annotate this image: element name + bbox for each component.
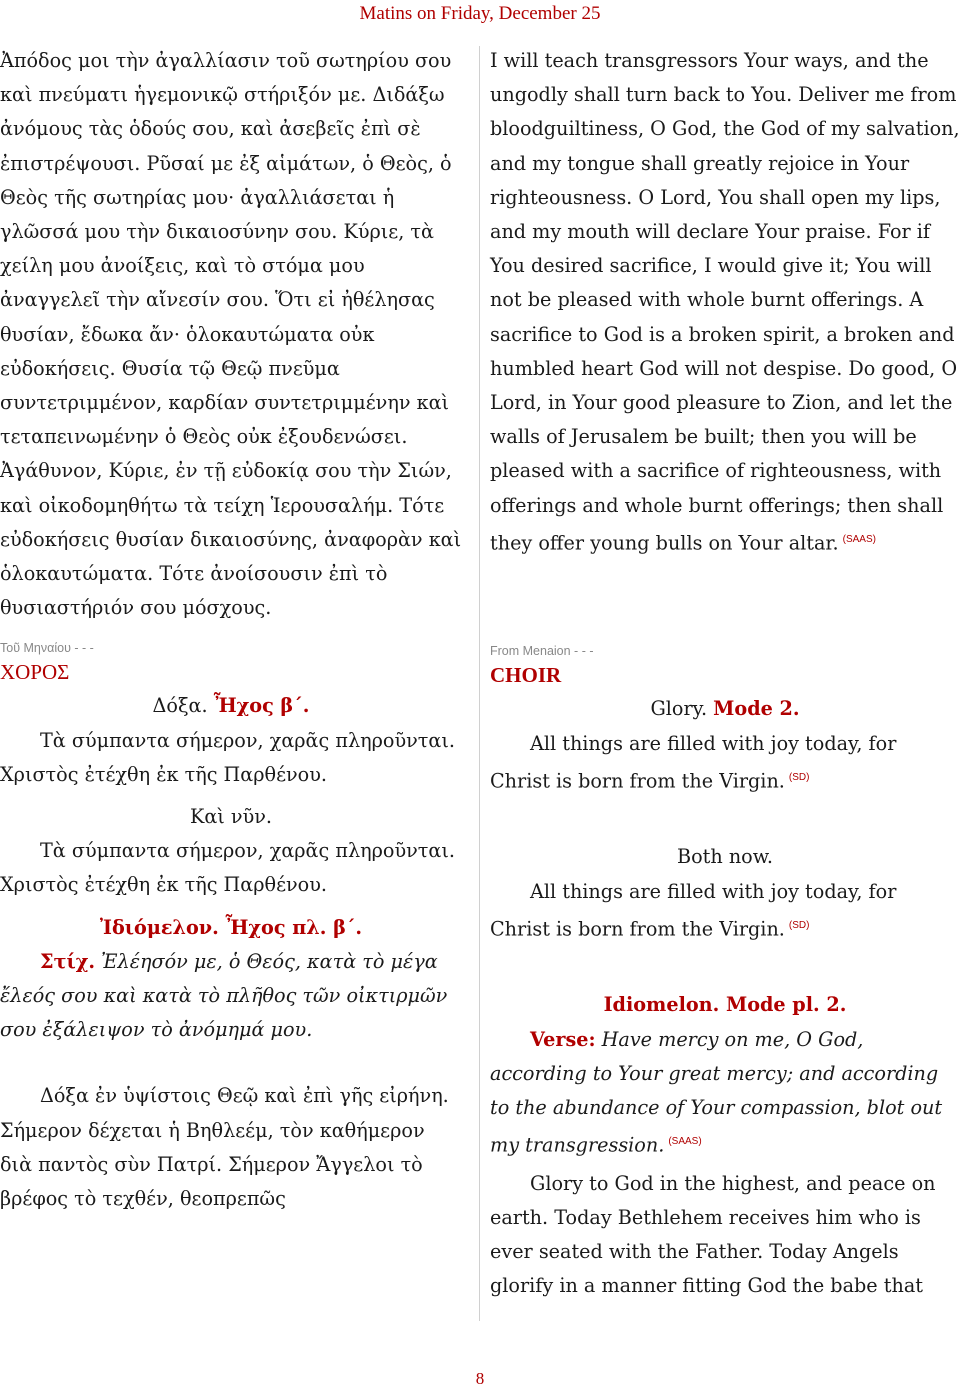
- english-source-label: From Menaion - - -: [490, 644, 594, 659]
- english-both-ref: (SD): [788, 919, 810, 931]
- english-both-text: All things are filled with joy today, for Christ is born from the Virgin.: [490, 879, 897, 941]
- english-verse-text: Have mercy on me, O God, according to Your great mercy; and according to the abundance of Your compassion, blot out my transgression.: [490, 1027, 943, 1157]
- page-header: Matins on Friday, December 25: [359, 3, 601, 24]
- greek-glory-line: [0, 689, 462, 723]
- column-divider: [479, 46, 480, 1321]
- english-verse: [490, 1023, 960, 1163]
- english-glory-text: All things are filled with joy today, for Christ is born from the Virgin.: [490, 731, 897, 793]
- english-glory-mode: Mode 2.: [713, 697, 800, 721]
- page-number: 8: [475, 1369, 485, 1388]
- english-both: [490, 875, 960, 947]
- greek-glory-mode: Ἦχος β΄.: [213, 694, 310, 718]
- english-both-label: Both now.: [677, 845, 773, 869]
- greek-column: [0, 44, 462, 1216]
- english-hymn-text: Glory to God in the highest, and peace on earth. Today Bethlehem receives him who is ever seated with the Father. Today Angels glorify in a manner fitting God the babe that: [490, 1171, 936, 1298]
- english-glory: [490, 727, 960, 799]
- english-psalm-text: I will teach transgressors Your ways, and the ungodly shall turn back to You. Deliver me from bloodguiltiness, O God, the God of my salvation, and my tongue shall greatly rejoice in Your righteousness. O Lord, You shall open my lips, and my mouth will declare Your praise. For if You desired sacrifice, I would give it; You will not be pleased with whole burnt offerings. A sacrifice to God is a broken spirit, a broken and humbled heart God will not despise. Do good, O Lord, in Your good pleasure to Zion, and let the walls of Jerusalem be built; then you will be pleased with a sacrifice of righteousness, with offerings and whole burnt offerings; then shall they offer young bulls on Your altar.: [490, 49, 960, 555]
- greek-hymn-text: Δόξα ἐν ὑψίστοις Θεῷ καὶ ἐπὶ γῆς εἰρήνη. Σήμερον δέχεται ἡ Βηθλεέμ, τὸν καθήμερον διὰ παντὸς σὺν Πατρί. Σήμερον Ἄγγελοι τὸ βρέφος τὸ τεχθέν, θεοπρεπῶς: [0, 1084, 449, 1211]
- greek-verse: [0, 945, 462, 1048]
- english-glory-line: [490, 692, 960, 726]
- english-glory-label: Glory.: [650, 697, 708, 721]
- english-psalm-ref: (SAAS): [842, 533, 876, 545]
- greek-psalm-text: Ἀπόδος μοι τὴν ἀγαλλίασιν τοῦ σωτηρίου σου καὶ πνεύματι ἡγεμονικῷ στήριξόν με. Διδάξω ἀνόμους τὰς ὁδούς σου, καὶ ἀσεβεῖς ἐπὶ σὲ ἐπιστρέψουσι. Ρῦσαί με ἐξ αἱμάτων, ὁ Θεὸς, ὁ Θεὸς τῆς σωτηρίας μου· ἀγαλλιάσεται ἡ γλῶσσά μου τὴν δικαιοσύνην σου. Κύριε, τὰ χείλη μου ἀνοίξεις, καὶ τὸ στόμα μου ἀναγγελεῖ τὴν αἴνεσίν σου. Ὅτι εἰ ἠθέλησας θυσίαν, ἔδωκα ἄν· ὁλοκαυτώματα οὐκ εὐδοκήσεις. Θυσία τῷ Θεῷ πνεῦμα συντετριμμένον, καρδίαν συντετριμμένην καὶ τεταπεινωμένην ὁ Θεὸς οὐκ ἐξουδενώσει. Ἀγάθυνον, Κύριε, ἐν τῇ εὐδοκίᾳ σου τὴν Σιών, καὶ οἰκοδομηθήτω τὰ τείχη Ἱερουσαλήμ. Τότε εὐδοκήσεις θυσίαν δικαιοσύνης, ἀναφορὰν καὶ ὁλοκαυτώματα. Τότε ἀνοίσουσιν ἐπὶ τὸ θυσιαστήριόν σου μόσχους.: [0, 49, 462, 620]
- greek-verse-text: Ἐλέησόν με, ὁ Θεός, κατὰ τὸ μέγα ἔλεός σου καὶ κατὰ τὸ πλῆθος τῶν οἰκτιρμῶν σου ἐξάλειψον τὸ ἀνόμημά μου.: [0, 949, 448, 1042]
- greek-both-text: Τὰ σύμπαντα σήμερον, χαρᾶς πληροῦνται. Χριστὸς ἐτέχθη ἐκ τῆς Παρθένου.: [0, 839, 455, 897]
- english-choir-heading: CHOIR: [490, 663, 562, 688]
- english-column: [490, 44, 960, 1304]
- greek-verse-label: Στίχ.: [40, 949, 96, 973]
- english-psalm: [490, 44, 960, 560]
- greek-idiomelon-heading: Ἰδιόμελον. Ἦχος πλ. β΄.: [99, 915, 363, 939]
- english-verse-label: Verse:: [530, 1027, 596, 1051]
- english-idiomelon-heading: Idiomelon. Mode pl. 2.: [603, 993, 847, 1017]
- greek-both-label: Καὶ νῦν.: [189, 805, 272, 829]
- english-glory-ref: (SD): [788, 771, 810, 783]
- greek-glory-text: Τὰ σύμπαντα σήμερον, χαρᾶς πληροῦνται. Χριστὸς ἐτέχθη ἐκ τῆς Παρθένου.: [0, 728, 455, 786]
- greek-choir-heading: ΧΟΡΟΣ: [0, 660, 70, 685]
- english-verse-ref: (SAAS): [668, 1136, 702, 1148]
- greek-glory-label: Δόξα.: [152, 694, 208, 718]
- greek-source-label: Τοῦ Μηναίου - - -: [0, 641, 94, 656]
